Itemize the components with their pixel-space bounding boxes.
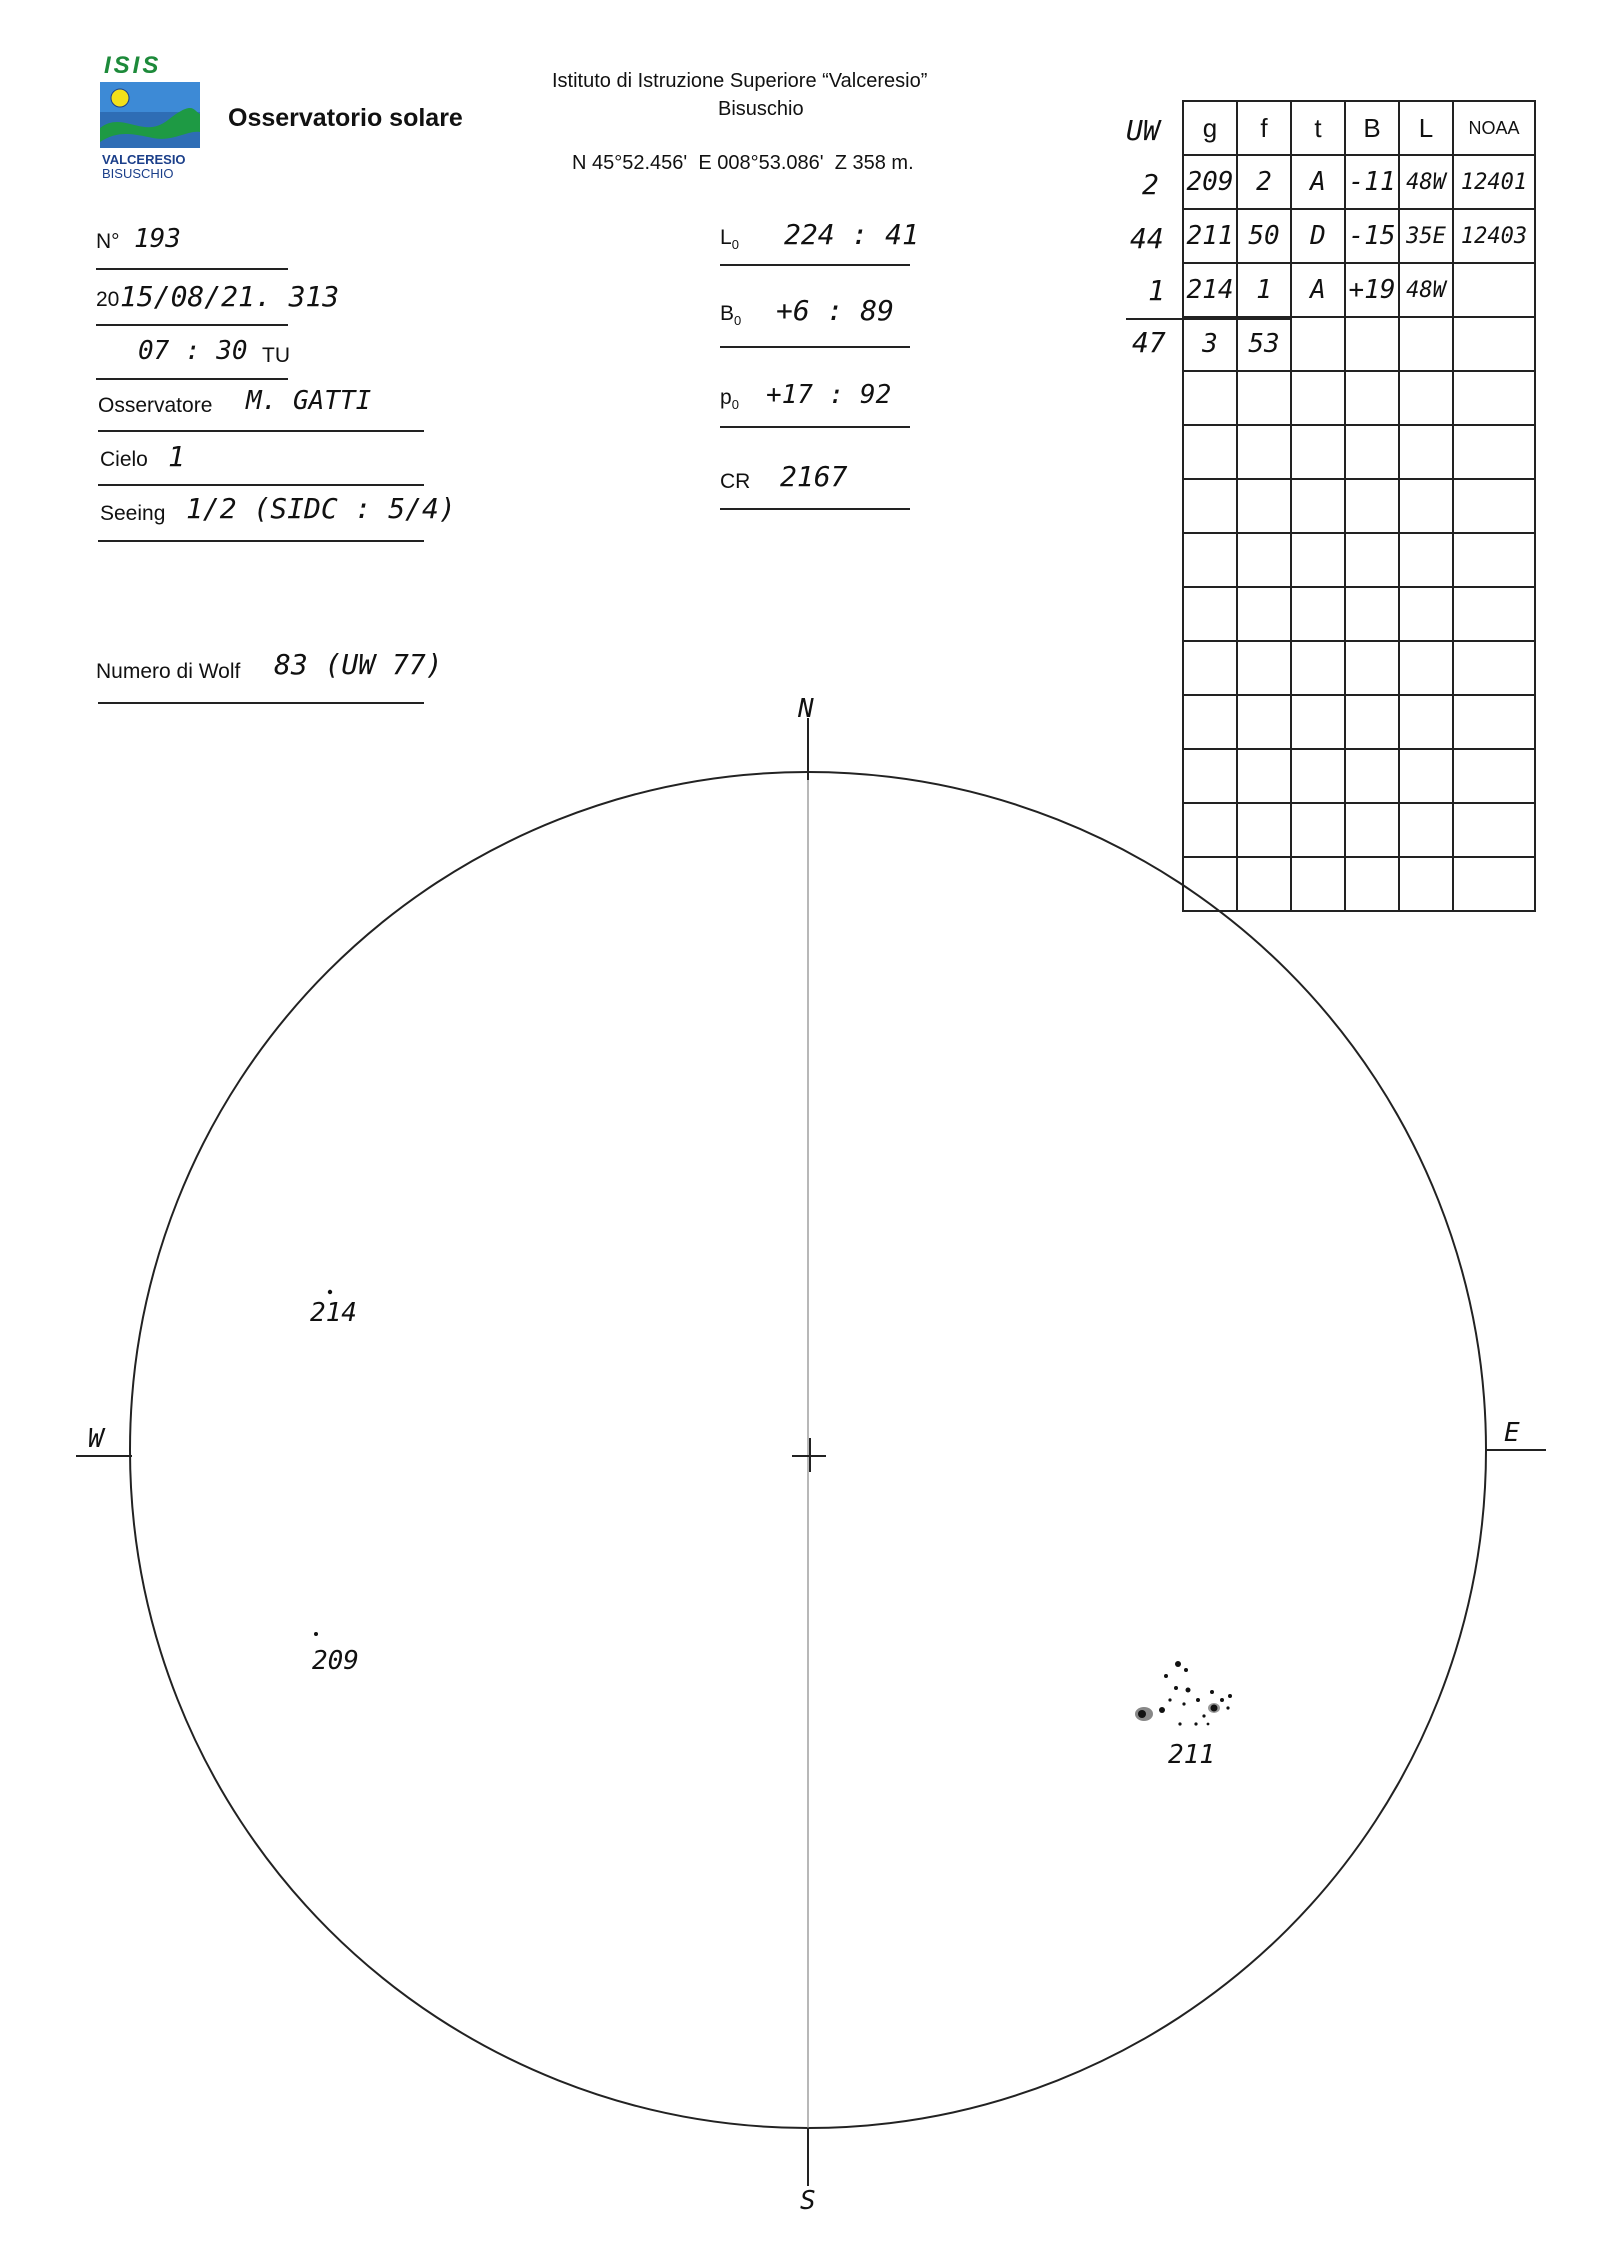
table-row-empty (1183, 641, 1535, 695)
table-row-empty (1183, 857, 1535, 911)
col-header-b: B (1345, 101, 1399, 155)
observer-label: Osservatore (98, 394, 213, 417)
time-value: 07 : 30 (138, 336, 248, 366)
p0-label: $p_0$ (720, 386, 739, 413)
time-unit: TU (262, 344, 290, 367)
table-cell-empty (1453, 317, 1535, 371)
number-label: N° (96, 230, 120, 253)
date-value: 15/08/21. 313 (120, 280, 340, 313)
table-row-empty (1183, 533, 1535, 587)
cell-f: 50 (1237, 209, 1291, 263)
l0-underline (720, 264, 910, 266)
sky-value: 1 (168, 440, 185, 473)
cell-l: 48W (1399, 263, 1453, 317)
wolf-underline (98, 702, 424, 704)
table-row-empty (1183, 695, 1535, 749)
cell-l: 48W (1399, 155, 1453, 209)
cell-g: 209 (1183, 155, 1237, 209)
number-underline (96, 268, 288, 270)
institute-name: Istituto di Istruzione Superiore “Valceresio” (552, 70, 928, 92)
seeing-value: 1/2 (SIDC : 5/4) (186, 492, 456, 525)
uw-header: UW (1126, 114, 1160, 147)
table-row-empty (1183, 479, 1535, 533)
col-header-noaa: NOAA (1453, 101, 1535, 155)
table-cell-empty (1399, 317, 1453, 371)
group-label-211: 211 (1168, 1740, 1215, 1770)
observatory-coords: N 45°52.456' E 008°53.086' Z 358 m. (572, 152, 914, 174)
p0-value: +17 : 92 (766, 380, 892, 410)
total-g: 3 (1183, 317, 1237, 371)
cell-b: +19 (1345, 263, 1399, 317)
table-header-row (1183, 101, 1535, 155)
number-value: 193 (134, 224, 181, 254)
cell-g: 214 (1183, 263, 1237, 317)
b0-label: $B_0$ (720, 302, 742, 329)
seeing-label: Seeing (100, 502, 166, 525)
west-label: W (88, 1424, 104, 1454)
l0-label: $L_0$ (720, 226, 739, 253)
table-cell-empty (1345, 317, 1399, 371)
table-row-empty (1183, 803, 1535, 857)
seeing-underline (98, 540, 424, 542)
sunspot-group-211 (1135, 1661, 1232, 1726)
uw-row-1: 2 (1142, 168, 1159, 201)
col-header-f: f (1237, 101, 1291, 155)
table-row-empty (1183, 587, 1535, 641)
date-underline (96, 324, 288, 326)
sunspot-group-209-spot (314, 1632, 318, 1636)
table-row (1183, 209, 1535, 263)
p0-underline (720, 426, 910, 428)
logo-top-text: ISIS (104, 52, 162, 79)
page-title: Osservatorio solare (228, 104, 463, 132)
b0-underline (720, 346, 910, 348)
table-totals-row (1183, 317, 1535, 371)
sky-underline (98, 484, 424, 486)
uw-row-3: 1 (1148, 274, 1165, 307)
table-row (1183, 155, 1535, 209)
groups-table (1182, 100, 1536, 912)
observer-underline (98, 430, 424, 432)
wolf-label: Numero di Wolf (96, 660, 241, 683)
logo-emblem (98, 80, 202, 150)
institute-town: Bisuschio (718, 98, 804, 120)
cell-l: 35E (1399, 209, 1453, 263)
group-label-214: 214 (310, 1298, 357, 1328)
observer-value: M. GATTI (246, 386, 372, 416)
l0-value: 224 : 41 (784, 218, 919, 251)
cr-underline (720, 508, 910, 510)
cell-b: -11 (1345, 155, 1399, 209)
cell-f: 1 (1237, 263, 1291, 317)
logo (98, 52, 208, 182)
table-row-empty (1183, 749, 1535, 803)
uw-row-2: 44 (1130, 222, 1164, 255)
solar-disk-outline (130, 772, 1486, 2128)
south-label: S (800, 2186, 816, 2216)
sky-label: Cielo (100, 448, 148, 471)
col-header-t: t (1291, 101, 1345, 155)
sunspot-group-214-spot (328, 1290, 332, 1294)
cr-label: CR (720, 470, 751, 493)
cell-noaa: 12401 (1453, 155, 1535, 209)
col-header-g: g (1183, 101, 1237, 155)
total-f: 53 (1237, 317, 1291, 371)
uw-total: 47 (1132, 326, 1166, 359)
wolf-value: 83 (UW 77) (274, 648, 443, 681)
table-row (1183, 263, 1535, 317)
cell-t: A (1291, 263, 1345, 317)
table-row-empty (1183, 371, 1535, 425)
time-underline (96, 378, 288, 380)
north-label: N (798, 694, 814, 724)
logo-bottom-text-2: BISUSCHIO (102, 166, 174, 181)
table-row-empty (1183, 425, 1535, 479)
group-label-209: 209 (312, 1646, 359, 1676)
b0-value: +6 : 89 (776, 294, 895, 327)
table-cell-empty (1291, 317, 1345, 371)
cell-noaa: 12403 (1453, 209, 1535, 263)
cell-t: A (1291, 155, 1345, 209)
cell-b: -15 (1345, 209, 1399, 263)
cell-t: D (1291, 209, 1345, 263)
date-prefix: 20 (96, 288, 120, 311)
cell-f: 2 (1237, 155, 1291, 209)
logo-bottom-text-1: VALCERESIO (102, 152, 186, 167)
col-header-l: L (1399, 101, 1453, 155)
cell-g: 211 (1183, 209, 1237, 263)
cell-noaa (1453, 263, 1535, 317)
east-label: E (1504, 1418, 1520, 1448)
cr-value: 2167 (780, 460, 848, 493)
